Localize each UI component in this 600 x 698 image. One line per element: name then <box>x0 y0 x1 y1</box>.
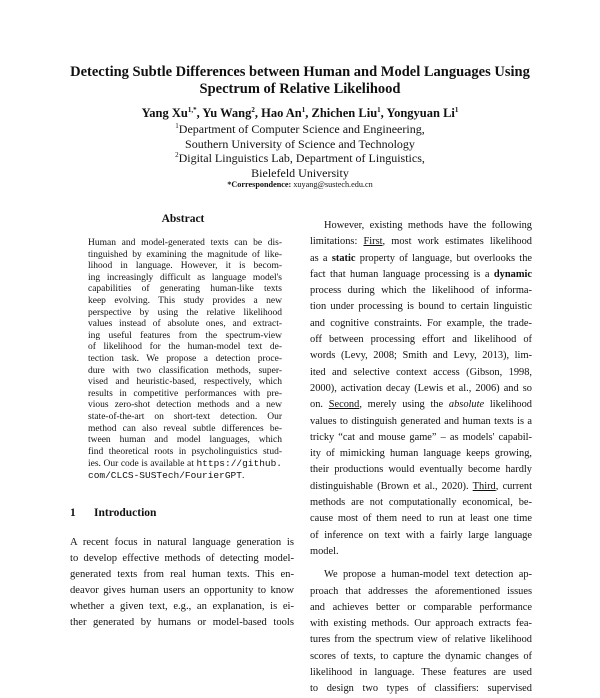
abstract-line: perspective by using the relative likelihood <box>88 307 282 318</box>
body-line <box>310 234 532 250</box>
body-line: A recent focus in natural language generation is <box>70 537 294 548</box>
right-column-body <box>310 218 532 698</box>
body-line: 2000), activation decay (Lewis et al., 2006) and so <box>310 382 532 394</box>
body-text: fact that human language processing is a <box>310 268 494 280</box>
body-text: , most work estimates likelihood <box>382 236 532 248</box>
body-text: , current <box>495 480 532 492</box>
abstract-line: find theoretical roots in psycholinguistics stud- <box>88 446 282 457</box>
body-text: distinguishable (Brown et al., 2020). <box>310 480 473 492</box>
body-line: and cognitive constraints. For example, the trade- <box>310 317 532 329</box>
abstract-line: method can also reveal subtle differences be- <box>88 423 282 434</box>
abstract-line: of likelihood for the human-model text de- <box>88 342 282 353</box>
section-title: Introduction <box>94 507 157 519</box>
author-list: Yang $Xu^{1,*}$, Yu Wang$^2$, Hao An$^1$, Zhichen Liu$^1$, Yongyuan Li$^1$ <box>141 105 459 120</box>
abstract-body <box>88 238 282 481</box>
abstract-line: ing useful features from the spectrum-view <box>88 330 282 341</box>
abstract-line: ing increasingly difficult as language model's <box>88 272 282 283</box>
abstract-line: tinguished by examining the magnitude of like- <box>88 249 282 260</box>
affiliation-mark: 2 <box>175 151 179 160</box>
affiliation-line: Southern University of Science and Technology <box>185 136 415 151</box>
code-link[interactable]: com/CLCS-SUSTech/FourierGPT <box>88 469 242 481</box>
abstract-code-line <box>88 458 282 470</box>
paragraph-gap <box>310 560 532 567</box>
body-line: tures from the spectrum view of relative likelihood <box>310 634 532 646</box>
title-line-2: Spectrum of Relative Likelihood <box>199 81 401 97</box>
abstract-code-text: ies. Our code is available at <box>88 459 197 470</box>
body-text: on. <box>310 399 329 411</box>
abstract-line: vious zero-shot detection methods and a new <box>88 400 282 411</box>
body-line: their productions would eventually become hardly <box>310 464 532 476</box>
body-line: model. <box>310 545 339 557</box>
body-line <box>310 479 532 495</box>
body-line: We propose a human-model text detection ap- <box>324 569 532 581</box>
body-line: to develop effective methods of detecting model- <box>70 553 294 564</box>
body-line: However, existing methods have the following <box>324 220 532 231</box>
body-line: ity of mimicking human language keeps growing, <box>310 448 532 460</box>
body-line: ited and selective context access (Gibson, 1998, <box>310 366 532 378</box>
author-name: Yu Wang <box>202 106 252 120</box>
introduction-heading <box>70 506 156 520</box>
body-line: proach that addresses the aforementioned issues <box>310 585 532 597</box>
author-affiliation-mark: 1,* <box>187 105 197 114</box>
body-line: words (Levy, 2008; Smith and Levy, 2013), lim- <box>310 350 532 362</box>
emphasis-third: Third <box>472 480 496 492</box>
body-line: generated texts from real human texts. This en- <box>70 569 294 580</box>
author-affiliation-mark: 2 <box>251 105 255 114</box>
introduction-body <box>70 535 294 631</box>
title-line-1: Detecting Subtle Differences between Human and Model Languages Using <box>70 64 530 80</box>
body-line: scores of texts, to capture the dynamic changes of <box>310 650 532 662</box>
body-line: with existing methods. Our approach extracts fea- <box>310 618 532 630</box>
body-text: as a <box>310 252 332 264</box>
body-line: likelihood in language. These features are used <box>310 667 532 679</box>
correspondence <box>40 180 560 190</box>
affiliations <box>40 122 560 180</box>
emphasis-second: Second <box>328 399 360 411</box>
abstract-line: keep evolving. This study provides a new <box>88 295 282 306</box>
author-name: Yang Xu <box>141 106 188 120</box>
abstract-line: Human and model-generated texts can be dis- <box>88 238 282 248</box>
body-line: values to distinguish generated and human texts is a <box>310 415 532 427</box>
abstract-line: values instead of absolute ones, and extract- <box>88 319 282 330</box>
body-line: tion under processing is bound to certain linguistic <box>310 301 532 313</box>
abstract-line: vised and heuristic-based, respectively, which <box>88 377 282 388</box>
author-name: Hao An <box>261 106 302 120</box>
affiliation-text: Digital Linguistics Lab, Department of Linguistics, <box>178 151 425 166</box>
body-line: process during which the likelihood of informa- <box>310 285 532 297</box>
body-text: property of language, but overlooks the <box>355 252 532 264</box>
author-affiliation-mark: 1 <box>454 105 459 114</box>
abstract-heading: Abstract <box>161 213 205 225</box>
author-affiliation-mark: 1 <box>301 105 306 114</box>
author-name: Zhichen Liu <box>311 106 378 120</box>
author-affiliation-mark: 1 <box>377 105 381 114</box>
body-line: whether a given text, e.g., an explanation, is ei- <box>70 601 294 612</box>
abstract-line: results in competitive performances with pre- <box>88 388 282 399</box>
abstract-line: lihood in language. However, it is becom- <box>88 261 282 272</box>
abstract-line: dure with two classification methods, super- <box>88 365 282 376</box>
abstract-line: tween human and model languages, which <box>88 435 282 446</box>
abstract-line: capabilities of generating human-like texts <box>88 284 282 295</box>
body-line: cause most of them need to run at least one time <box>310 513 532 525</box>
body-line <box>310 251 532 267</box>
emphasis-first: First <box>363 236 383 248</box>
correspondence-label: *Correspondence: <box>227 180 292 189</box>
body-text: likelihood <box>484 399 532 411</box>
body-text: , merely using the <box>359 399 449 411</box>
body-line: off between processing effort and likelihood of <box>310 334 532 346</box>
paper-title <box>40 64 560 98</box>
abstract-code-text: . <box>241 470 245 481</box>
emphasis-dynamic: dynamic <box>493 268 532 280</box>
emphasis-static: static <box>331 252 356 264</box>
affiliation-text: Department of Computer Science and Engineering, <box>178 122 425 136</box>
body-line <box>310 397 532 413</box>
body-line: of inference on text with a fairly large language <box>310 529 532 541</box>
code-link[interactable]: https://github. <box>196 458 282 470</box>
affiliation-mark: 1 <box>175 122 179 130</box>
body-line <box>310 267 532 283</box>
body-line: to design two types of classifiers: supervised <box>310 683 532 695</box>
body-line: methods are not computationally economical, be- <box>310 497 532 509</box>
abstract-code-line <box>88 470 282 482</box>
abstract-line: tection task. We propose a detection proce- <box>88 353 282 364</box>
body-text: limitations: <box>310 236 364 248</box>
emphasis-absolute: absolute <box>448 399 485 411</box>
correspondence-email[interactable]: xuyang@sustech.edu.cn <box>293 180 373 189</box>
body-line: ther generated by humans or model-based tools <box>70 617 294 628</box>
body-line: deavor gives human users an opportunity to know <box>70 585 294 596</box>
section-number: 1 <box>70 507 76 519</box>
affiliation-line: Bielefeld University <box>251 165 349 180</box>
body-line: tricky “cat and mouse game” – as models' capabil- <box>310 431 532 443</box>
author-name: Yongyuan Li <box>386 106 455 120</box>
body-line: and achieves better or comparable performance <box>310 601 532 613</box>
affiliation-line <box>40 122 560 137</box>
abstract-line: state-of-the-art on short-text detection. Our <box>88 411 282 422</box>
affiliation-line <box>40 151 560 166</box>
